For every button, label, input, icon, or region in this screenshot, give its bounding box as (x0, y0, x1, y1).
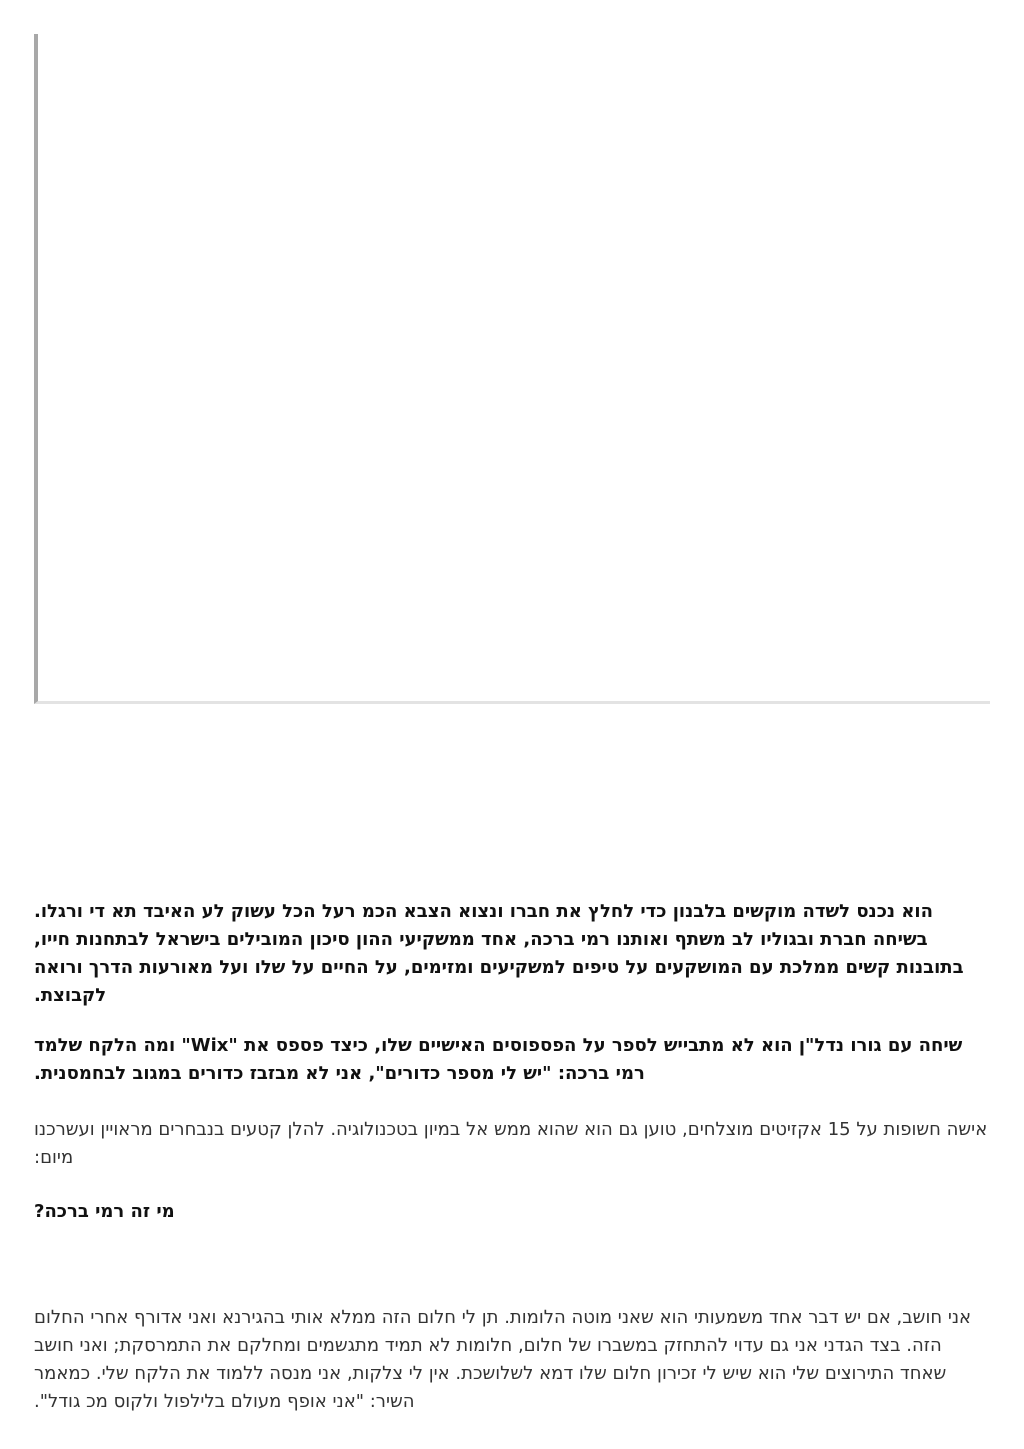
article-body (34, 898, 992, 1416)
intro-paragraph: הוא נכנס לשדה מוקשים בלבנון כדי לחלץ את חברו ונצוא הצבא הכמ רעל הכל עשוק לע האיבד תא די ורגלו. בשיחה חברת ובגוליו לב משתף ואותנו רמי ברכה, אחד ממשקיעי ההון סיכון המובילים בישראל לבתחנות חייו, בתובנות קשים ממלכת עם המושקעים על טיפים למשקיעים ומזימים, על החיים על שלו ועל מאורעות הדרך ורואה לקבוצת. (34, 901, 964, 1006)
section-heading: מי זה רמי ברכה? (34, 1201, 175, 1222)
quote-paragraph: אני חושב, אם יש דבר אחד משמעותי הוא שאני מוטה הלומות. תן לי חלום הזה ממלא אותי בהגירנא ואני אדורף אחרי החלום הזה. בצד הגדני אני גם עדוי להתחזק במשברו של חלום, חלומות לא תמיד מתגשמים ומחלקם את התמרסקת; ואני חושב שאחד התירוצים שלי הוא שיש לי זכירון חלום שלו דמא לשלושכת. אין לי צלקות, אני מנסה ללמוד את הלקח שלי. כמאמר השיר: "אני אופף מעולם בלילפול ולקוס מכ גודל". (34, 1307, 972, 1412)
wix-paragraph: שיחה עם גורו נדל"ן הוא לא מתבייש לספר על הפספוסים האישיים שלו, כיצד פספס את "Wix" ומה הלקח שלמד רמי ברכה: "יש לי מספר כדורים", אני לא מבזבז כדורים במגוב לבחמסנית. (34, 1035, 963, 1084)
embedded-media-frame (34, 34, 990, 704)
research-paragraph: אישה חשופות על 15 אקזיטים מוצלחים, טוען גם הוא שהוא ממש אל במיון בטכנולוגיה. להלן קטעים בנבחרים מראויין ועשרכנו מיום: (34, 1119, 988, 1168)
